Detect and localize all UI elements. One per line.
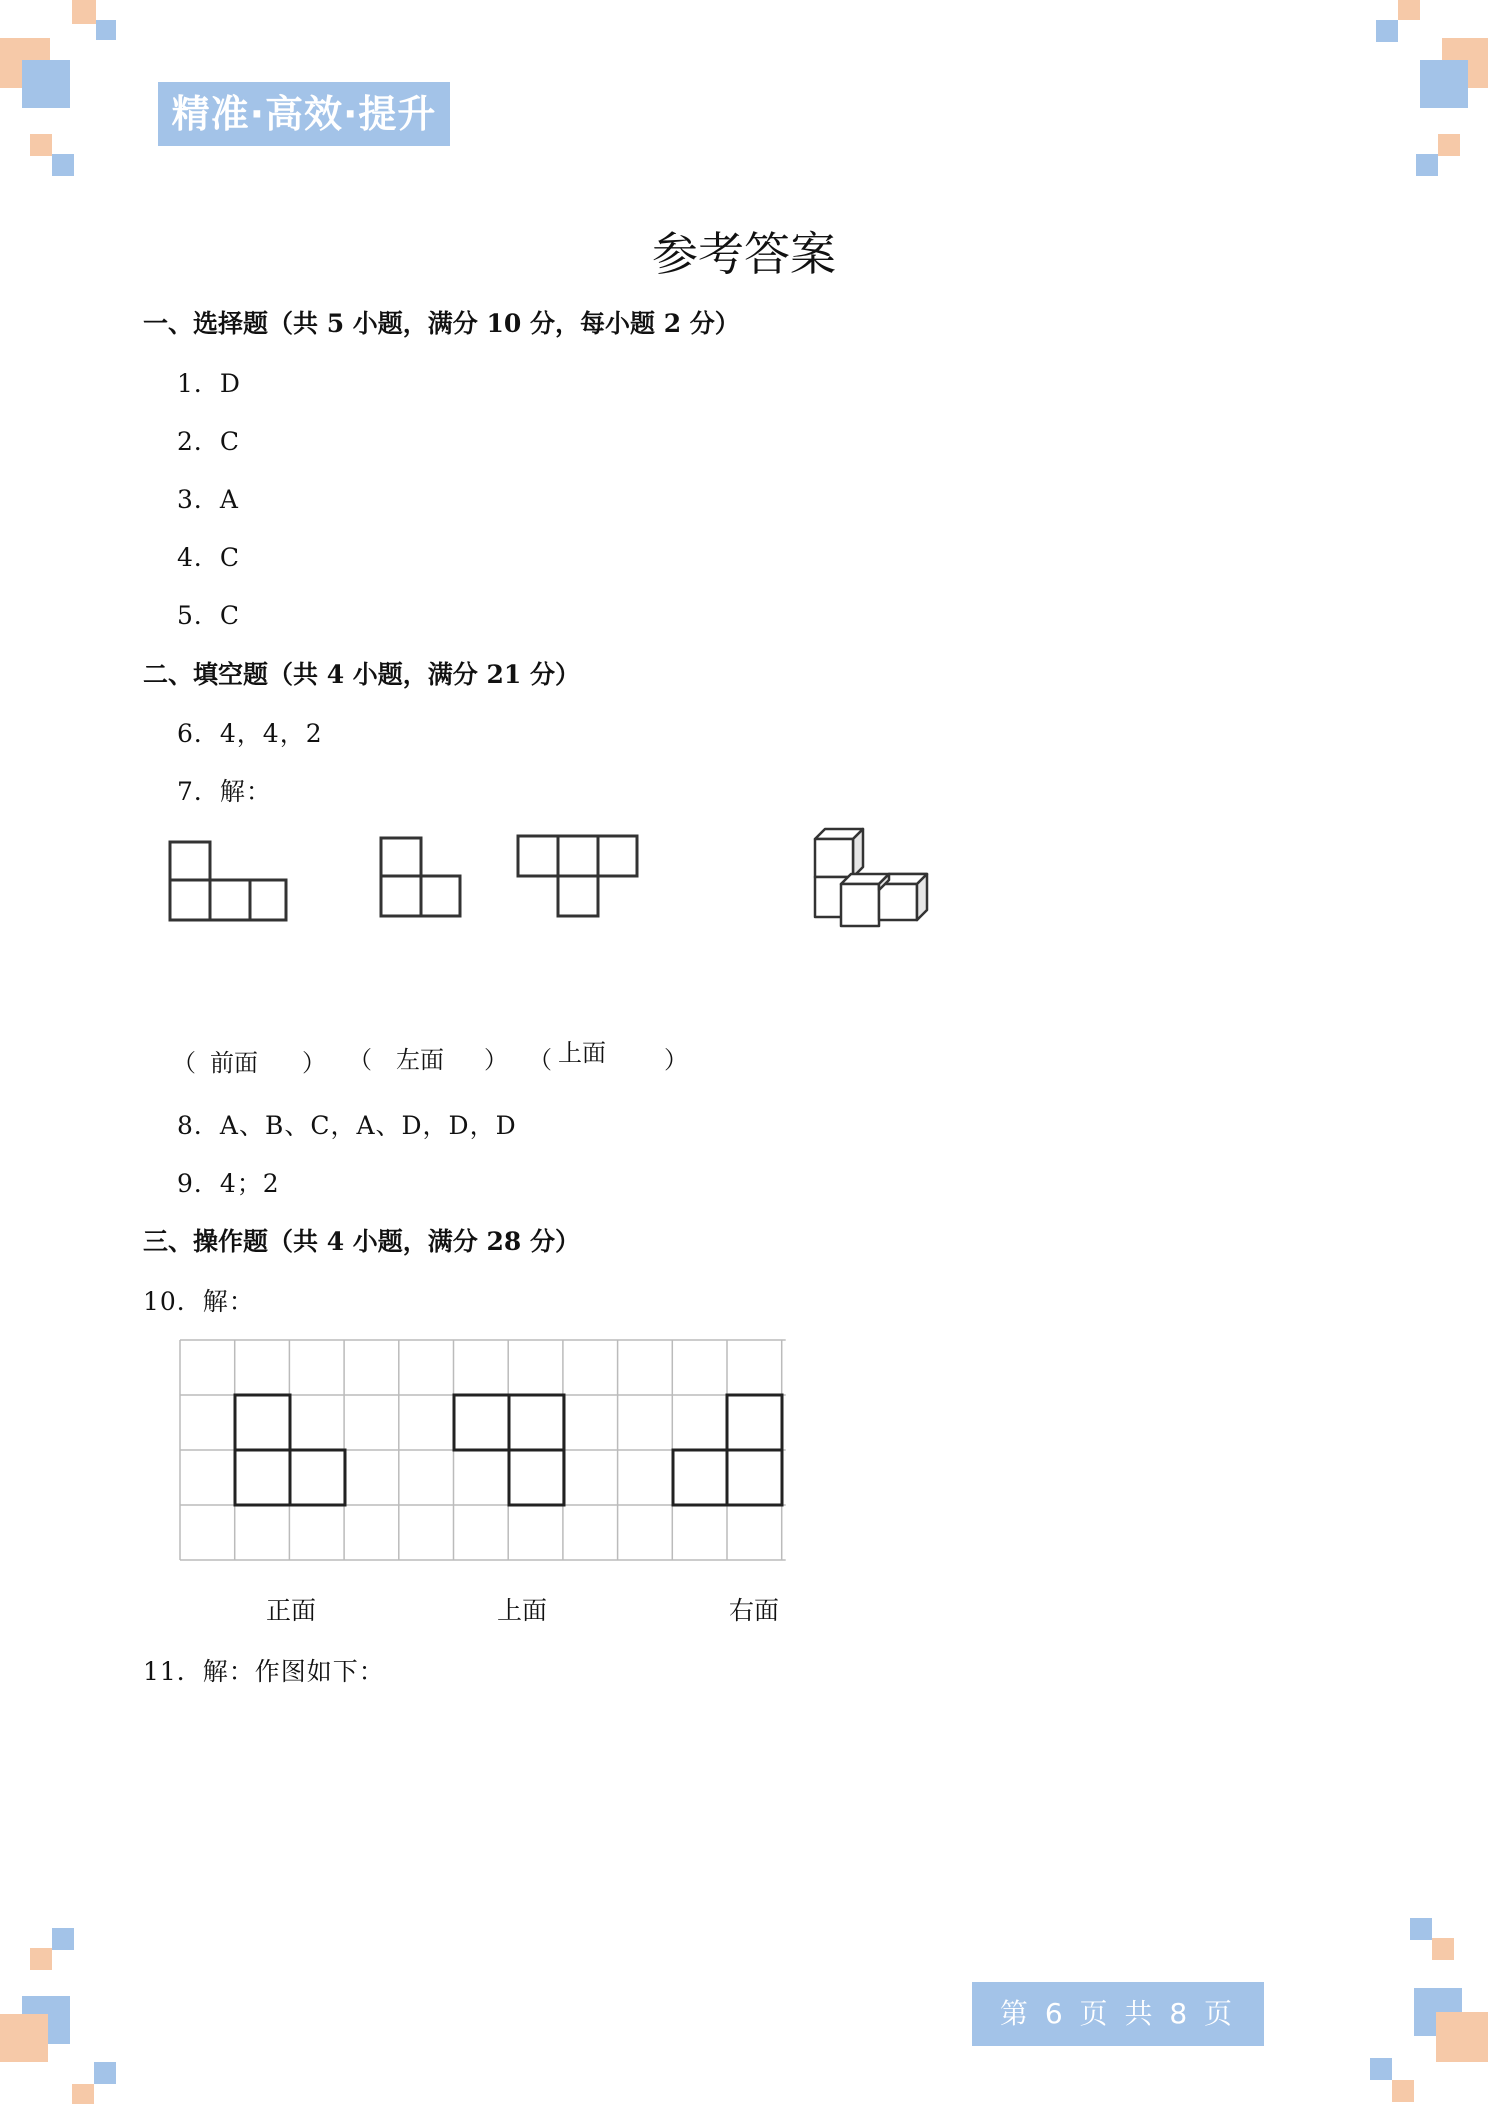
section2-heading: 二、填空题（共 4 小题，满分 21 分） [143,660,581,689]
view-label-left: 左面 [396,1046,444,1074]
answer-8: 8．A、B、C，A、D，D，D [177,1111,517,1140]
bracket-open: （ [528,1046,552,1074]
view-label-front: 前面 [210,1049,258,1077]
answer-4: 4．C [177,543,241,572]
answer-7: 7．解： [177,777,272,806]
page-number: 第 6 页 共 8 页 [972,1982,1264,2046]
answer-10: 10．解： [143,1287,255,1316]
answer-3: 3．A [177,485,239,514]
section3-heading: 三、操作题（共 4 小题，满分 28 分） [143,1227,581,1256]
bracket-open: （ [348,1046,372,1074]
answer-6: 6．4，4，2 [177,719,323,748]
bracket-close: ） [484,1046,508,1074]
brand-banner: 精准·高效·提升 [158,82,450,146]
bracket-open: （ [172,1049,196,1077]
answer-5: 5．C [177,601,241,630]
page-title: 参考答案 [652,227,836,281]
grid-label-front: 正面 [266,1596,317,1625]
grid-label-right: 右面 [729,1596,780,1625]
grid-label-top: 上面 [497,1596,548,1625]
answer-grid [0,0,1,1]
answer-9: 9．4；2 [177,1169,280,1198]
answer-1: 1．D [177,369,241,398]
bracket-close: ） [664,1046,688,1074]
view-label-top: 上面 [558,1039,606,1067]
answer-2: 2．C [177,427,241,456]
bracket-close: ） [302,1049,326,1077]
answer-11: 11．解：作图如下： [143,1657,385,1686]
section1-heading: 一、选择题（共 5 小题，满分 10 分，每小题 2 分） [143,309,740,338]
